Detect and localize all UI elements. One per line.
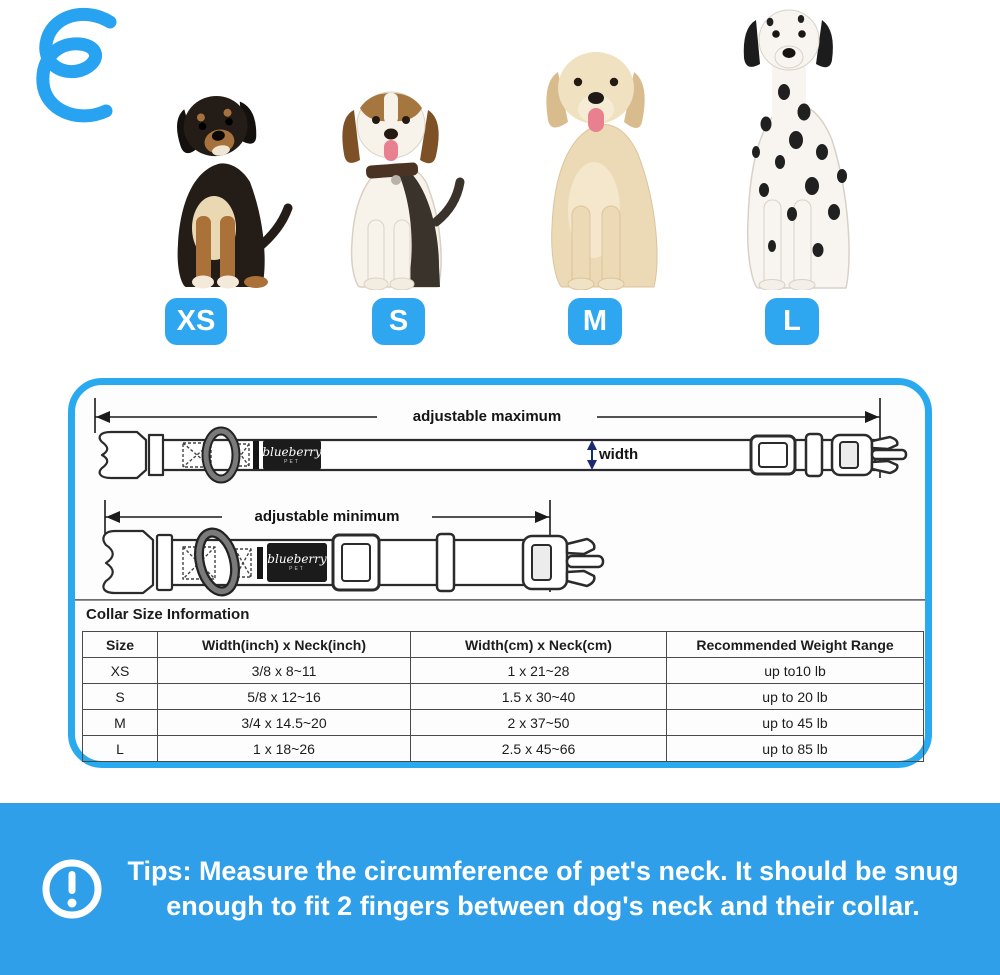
table-row xyxy=(83,710,924,736)
blueberry-tag-subtext: PET xyxy=(289,566,305,572)
tips-text-line1: Tips: Measure the circumference of pet's neck. It should be snug xyxy=(127,855,959,886)
table-cell: S xyxy=(83,684,158,710)
adjustable-maximum-label: adjustable maximum xyxy=(377,406,597,428)
collar-size-table xyxy=(82,631,924,762)
table-cell: 2.5 x 45~66 xyxy=(411,736,667,762)
table-header-cell: Width(inch) x Neck(inch) xyxy=(158,632,411,658)
size-badge-s: S xyxy=(372,298,425,345)
blueberry-e-logo-icon xyxy=(22,6,120,130)
table-cell: 1 x 21~28 xyxy=(411,658,667,684)
tips-banner xyxy=(0,803,1000,975)
tips-text xyxy=(127,854,958,924)
dog-image-s xyxy=(310,70,478,290)
blueberry-collar-tag xyxy=(267,543,327,582)
size-chart-panel xyxy=(68,378,932,768)
table-cell: up to 45 lb xyxy=(667,710,924,736)
adjustable-minimum-label: adjustable minimum xyxy=(222,506,432,528)
exclamation-circle-icon xyxy=(41,858,103,920)
size-badge-xs: XS xyxy=(165,298,227,345)
table-cell: M xyxy=(83,710,158,736)
dog-image-l xyxy=(696,0,884,290)
table-cell: 1 x 18~26 xyxy=(158,736,411,762)
section-divider xyxy=(75,599,925,600)
dog-xs-head xyxy=(172,90,260,163)
blueberry-tag-text: blueberry xyxy=(262,444,322,459)
size-badge-m: M xyxy=(568,298,622,345)
table-header-cell: Width(cm) x Neck(cm) xyxy=(411,632,667,658)
size-badge-l: L xyxy=(765,298,819,345)
table-cell: 5/8 x 12~16 xyxy=(158,684,411,710)
table-cell: 3/4 x 14.5~20 xyxy=(158,710,411,736)
table-cell: 2 x 37~50 xyxy=(411,710,667,736)
table-row xyxy=(83,684,924,710)
table-cell: XS xyxy=(83,658,158,684)
table-cell: up to 85 lb xyxy=(667,736,924,762)
table-cell: up to10 lb xyxy=(667,658,924,684)
blueberry-tag-subtext: PET xyxy=(284,458,300,465)
table-header-cell: Size xyxy=(83,632,158,658)
table-header-cell: Recommended Weight Range xyxy=(667,632,924,658)
table-row xyxy=(83,736,924,762)
table-title: Collar Size Information xyxy=(86,606,250,623)
table-cell: L xyxy=(83,736,158,762)
width-label: width xyxy=(599,446,639,463)
blueberry-collar-tag xyxy=(263,440,321,470)
tips-text-line2: enough to fit 2 fingers between dog's neck and their collar. xyxy=(166,891,920,921)
table-cell: 1.5 x 30~40 xyxy=(411,684,667,710)
table-cell: up to 20 lb xyxy=(667,684,924,710)
dog-image-xs xyxy=(140,76,302,290)
dog-image-m xyxy=(510,26,690,290)
blueberry-tag-text: blueberry xyxy=(267,552,327,566)
table-cell: 3/8 x 8~11 xyxy=(158,658,411,684)
table-header-row xyxy=(83,632,924,658)
table-row xyxy=(83,658,924,684)
